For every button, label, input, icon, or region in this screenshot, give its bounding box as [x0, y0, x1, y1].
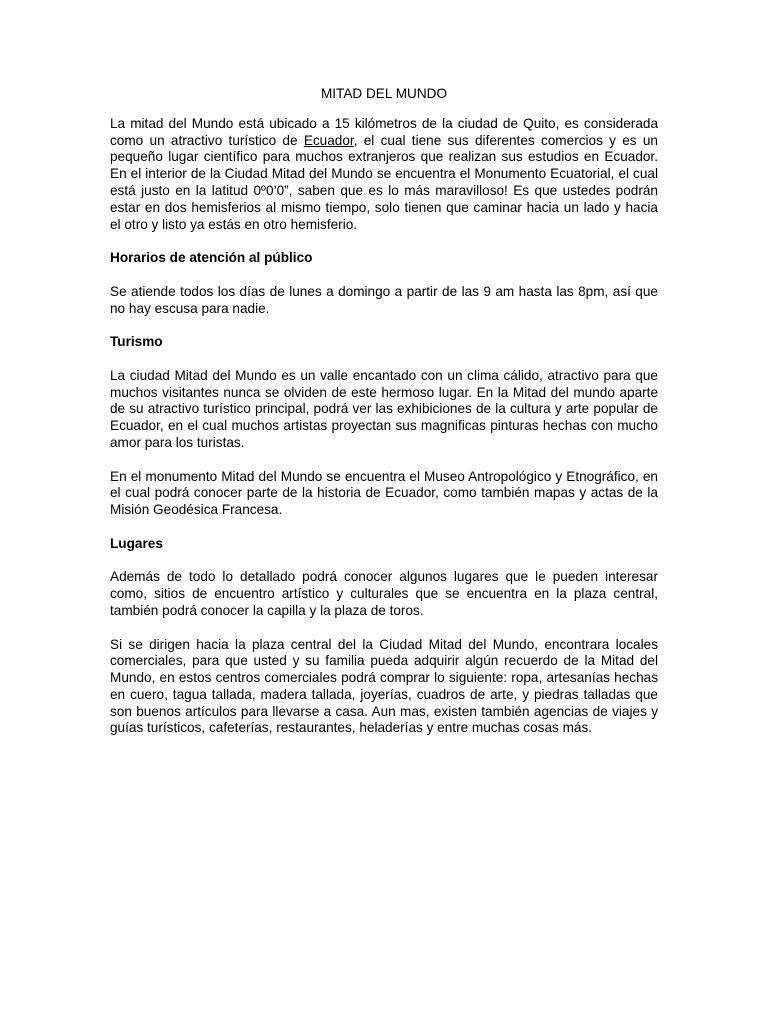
turismo-paragraph-1: La ciudad Mitad del Mundo es un valle encantado con un clima cálido, atractivo para que muchos visitantes nunca se olviden de este hermoso lugar. En la Mitad del mundo aparte de su atractivo turístico principal, podrá ver las exhibiciones de la cultura y arte popular de Ecuador, en el cual muchos artistas proyectan sus magnificas pinturas hechas con mucho amor para los turistas. [110, 367, 658, 450]
horarios-paragraph: Se atiende todos los días de lunes a domingo a partir de las 9 am hasta las 8pm, así que no hay escusa para nadie. [110, 283, 658, 316]
document-title: MITAD DEL MUNDO [320, 86, 448, 101]
intro-text-start: La mitad del Mundo está ubicado a 15 kilómetros de la ciudad de Quito, es considerada como un atractivo turístico de [110, 115, 658, 148]
document-page [110, 86, 658, 754]
intro-paragraph [110, 116, 658, 234]
section-heading-horarios: Horarios de atención al público [110, 250, 313, 266]
lugares-paragraph-2: Si se dirigen hacia la plaza central del la Ciudad Mitad del Mundo, encontrara locales comerciales, para que usted y su familia pueda adquirir algún recuerdo de la Mitad del Mundo, en estos centros comerciales podrá comprar lo siguiente: ropa, artesanías hechas en cuero, tagua tallada, madera tallada, joyerías, cuadros de arte, y piedras talladas que son buenos artículos para llevarse a casa. Aun mas, existen también agencias de viajes y guías turísticos, cafeterías, restaurantes, heladerías y entre muchas cosas más. [110, 636, 658, 736]
intro-text-end: , el cual tiene sus diferentes comercios y es un pequeño lugar científico para muchos extranjeros que realizan sus estudios en Ecuador. En el interior de la Ciudad Mitad del Mundo se encuentra el Monumento Ecuatorial, el cual está justo en la latitud 0º0’0”, saben que es lo más maravilloso! Es que ustedes podrán estar en dos hemisferios al mismo tiempo, solo tienen que caminar hacia un lado y hacia el otro y listo ya estás en otro hemisferio. [110, 132, 658, 232]
section-heading-lugares: Lugares [110, 535, 163, 551]
lugares-paragraph-1: Además de todo lo detallado podrá conocer algunos lugares que le pueden interesar como, sitios de encuentro artístico y culturales que se encuentra en la plaza central, también podrá conocer la capilla y la plaza de toros. [110, 569, 658, 618]
section-heading-turismo: Turismo [110, 334, 163, 350]
ecuador-link[interactable]: Ecuador [303, 132, 354, 148]
turismo-paragraph-2: En el monumento Mitad del Mundo se encuentra el Museo Antropológico y Etnográfico, en el cual podrá conocer parte de la historia de Ecuador, como también mapas y actas de la Misión Geodésica Francesa. [110, 468, 658, 518]
